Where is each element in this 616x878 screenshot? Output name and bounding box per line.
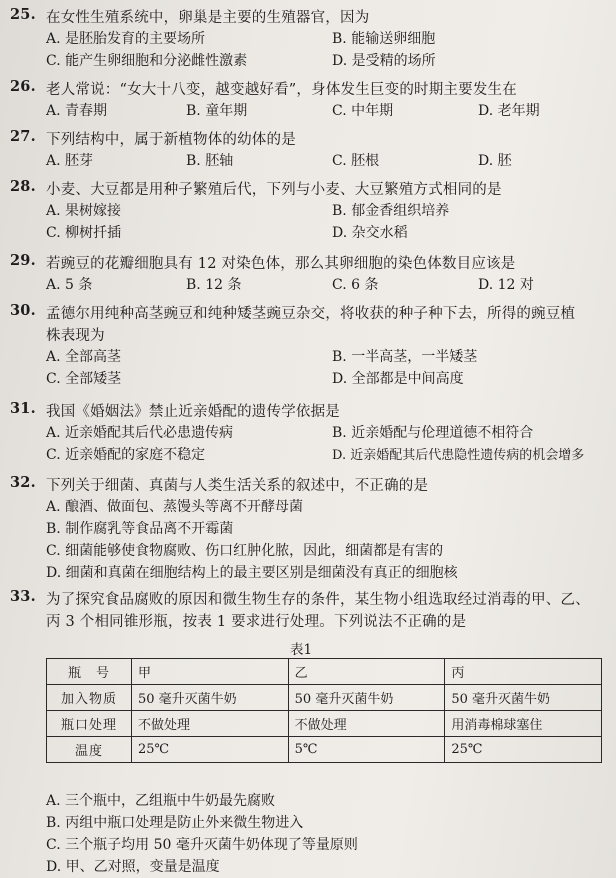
table-cell: 不做处理 <box>132 711 289 737</box>
table-caption: 表1 <box>290 642 313 658</box>
option-a: A. 青春期 <box>46 103 108 119</box>
option-c: C. 中年期 <box>332 103 394 119</box>
option-b: B. 胚轴 <box>186 153 234 169</box>
option-c: C. 近亲婚配的家庭不稳定 <box>46 447 206 463</box>
question-stem: 在女性生殖系统中，卵巢是主要的生殖器官，因为 <box>46 10 370 26</box>
table-cell: 50 毫升灭菌牛奶 <box>288 685 445 711</box>
question-number: 31. <box>10 400 36 417</box>
experiment-table <box>46 658 602 763</box>
option-d: D. 是受精的场所 <box>332 53 436 69</box>
table-cell: 瓶口处理 <box>47 711 132 737</box>
table-cell: 不做处理 <box>288 711 445 737</box>
option-c: C. 柳树扦插 <box>46 225 122 241</box>
option-d: D. 胚 <box>478 153 512 169</box>
question-number: 28. <box>10 178 36 195</box>
table-row <box>47 737 602 763</box>
option-b: B. 童年期 <box>186 103 248 119</box>
option-c: C. 三个瓶子均用 50 毫升灭菌牛奶体现了等量原则 <box>46 837 358 853</box>
question-number: 30. <box>10 302 36 319</box>
option-a: A. 三个瓶中，乙组瓶中牛奶最先腐败 <box>46 793 276 809</box>
option-a: A. 酿酒、做面包、蒸馒头等离不开酵母菌 <box>46 499 304 515</box>
table-cell: 25℃ <box>445 737 602 763</box>
option-c: C. 胚根 <box>332 153 380 169</box>
question-stem-continued: 丙 3 个相同锥形瓶，按表 1 要求进行处理。下列说法不正确的是 <box>46 614 467 630</box>
question-number: 32. <box>10 474 36 491</box>
option-a: A. 胚芽 <box>46 153 94 169</box>
option-d: D. 12 对 <box>478 277 534 293</box>
option-b: B. 一半高茎，一半矮茎 <box>332 349 478 365</box>
question-number: 25. <box>10 6 36 23</box>
option-d: D. 细菌和真菌在细胞结构上的最主要区别是细菌没有真正的细胞核 <box>46 565 458 581</box>
question-number: 29. <box>10 252 36 269</box>
option-b: B. 近亲婚配与伦理道德不相符合 <box>332 425 534 441</box>
option-c: C. 全部矮茎 <box>46 371 122 387</box>
table-header-row <box>47 659 602 685</box>
option-d: D. 杂交水稻 <box>332 225 408 241</box>
table-cell: 25℃ <box>132 737 289 763</box>
question-number: 27. <box>10 128 36 145</box>
question-number: 33. <box>10 588 36 605</box>
table-cell: 温度 <box>47 737 132 763</box>
question-33-options <box>10 790 610 878</box>
option-c: C. 细菌能够使食物腐败、伤口红肿化脓，因此，细菌都是有害的 <box>46 543 444 559</box>
question-stem: 下列关于细菌、真菌与人类生活关系的叙述中，不正确的是 <box>46 478 429 494</box>
question-27 <box>10 128 610 172</box>
option-d: D. 甲、乙对照，变量是温度 <box>46 859 220 875</box>
option-b: B. 能输送卵细胞 <box>332 31 436 47</box>
question-30 <box>10 302 610 390</box>
option-b: B. 丙组中瓶口处理是防止外来微生物进入 <box>46 815 304 831</box>
question-number: 26. <box>10 78 36 95</box>
option-a: A. 5 条 <box>46 277 93 293</box>
question-32 <box>10 474 610 584</box>
question-33 <box>10 588 610 632</box>
question-stem: 下列结构中，属于新植物体的幼体的是 <box>46 132 296 148</box>
question-26 <box>10 78 610 122</box>
option-a: A. 全部高茎 <box>46 349 122 365</box>
question-28 <box>10 178 610 244</box>
option-d: D. 近亲婚配其后代患隐性遗传病的机会增多 <box>332 448 585 463</box>
table-cell: 乙 <box>288 659 445 685</box>
option-d: D. 全部都是中间高度 <box>332 371 464 387</box>
question-29 <box>10 252 610 296</box>
question-stem: 为了探究食品腐败的原因和微生物生存的条件，某生物小组选取经过消毒的甲、乙、 <box>46 592 590 608</box>
question-stem-continued: 株表现为 <box>46 328 105 344</box>
table-cell: 甲 <box>132 659 289 685</box>
option-a: A. 果树嫁接 <box>46 203 122 219</box>
question-25 <box>10 6 610 72</box>
question-stem: 孟德尔用纯种高茎豌豆和纯种矮茎豌豆杂交，将收获的种子种下去，所得的豌豆植 <box>46 306 576 322</box>
table-cell: 瓶 号 <box>47 659 132 685</box>
option-a: A. 近亲婚配其后代必患遗传病 <box>46 425 234 441</box>
table-cell: 用消毒棉球塞住 <box>445 711 602 737</box>
option-b: B. 12 条 <box>186 277 242 293</box>
table-cell: 50 毫升灭菌牛奶 <box>132 685 289 711</box>
question-stem: 我国《婚姻法》禁止近亲婚配的遗传学依据是 <box>46 404 340 420</box>
table-row <box>47 711 602 737</box>
option-d: D. 老年期 <box>478 103 540 119</box>
option-b: B. 制作腐乳等食品离不开霉菌 <box>46 521 234 537</box>
table-cell: 5℃ <box>288 737 445 763</box>
option-a: A. 是胚胎发育的主要场所 <box>46 31 206 47</box>
table-cell: 丙 <box>445 659 602 685</box>
option-b: B. 郁金香组织培养 <box>332 203 450 219</box>
question-stem: 若豌豆的花瓣细胞具有 12 对染色体，那么其卵细胞的染色体数目应该是 <box>46 256 516 272</box>
option-c: C. 能产生卵细胞和分泌雌性激素 <box>46 53 248 69</box>
question-stem: 小麦、大豆都是用种子繁殖后代，下列与小麦、大豆繁殖方式相同的是 <box>46 182 502 198</box>
table-row <box>47 685 602 711</box>
table-cell: 50 毫升灭菌牛奶 <box>445 685 602 711</box>
option-c: C. 6 条 <box>332 277 379 293</box>
table-cell: 加入物质 <box>47 685 132 711</box>
question-stem: 老人常说：“女大十八变，越变越好看”，身体发生巨变的时期主要发生在 <box>46 82 517 98</box>
question-31 <box>10 400 610 466</box>
